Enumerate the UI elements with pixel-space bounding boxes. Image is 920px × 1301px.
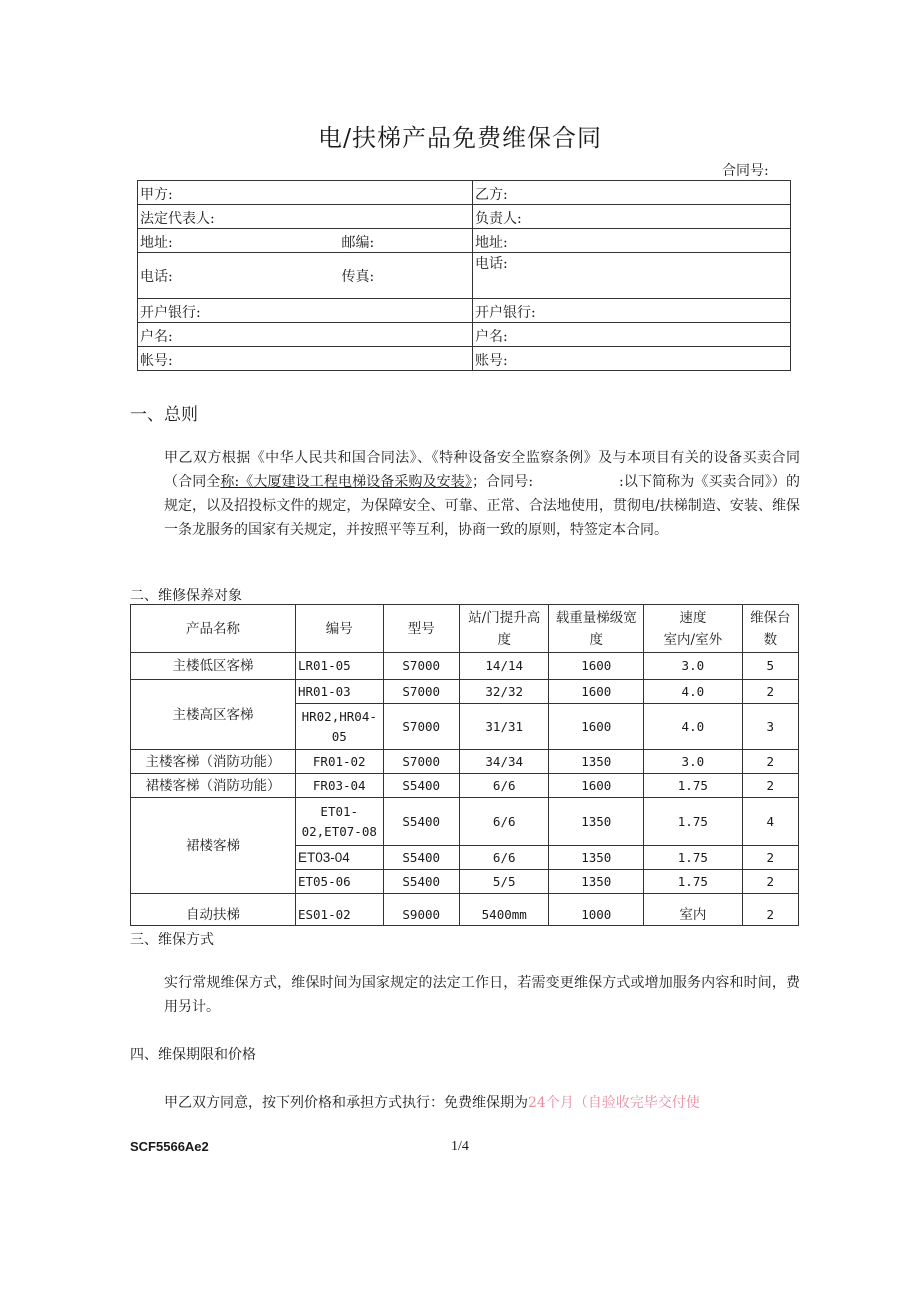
account-name-b-field: 户名: [473,323,791,347]
cell-code: HR02,HR04-05 [295,704,383,750]
header-stops: 站/门提升高度 [459,605,549,653]
page-number: 1/4 [451,1139,469,1154]
section-method-paragraph: 实行常规维保方式，维保时间为国家规定的法定工作日，若需变更维保方式或增加服务内容和时间，费用另计。 [164,975,800,1015]
cell-count: 2 [742,870,798,894]
cell-model: S7000 [383,653,459,680]
cell-model: S9000 [383,894,459,926]
cell-speed: 4.0 [644,680,743,704]
cell-model: S7000 [383,750,459,774]
header-product: 产品名称 [131,605,296,653]
party-a-field: 甲方: [138,181,473,205]
cell-name: 裙楼客梯（消防功能） [131,774,296,798]
section-general-paragraph: 甲乙双方根据《中华人民共和国合同法》、《特种设备安全监察条例》及与本项目有关的设备买卖合同（合同全称:《大厦建设工程电梯设备采购及安装》；合同号: :以下简称为《买卖合同》）的规定，以及招投标文件的规定，为保障安全、可靠、正常、合法地使用，贯彻电/扶梯制造、安装、维保一条龙服务的国家有关规定，并按照平等互利，协商一致的原则，特签定本合同。 [164,450,801,538]
party-row [138,299,791,323]
cell-stops: 14/14 [459,653,549,680]
cell-model: S5400 [383,798,459,846]
cell-code: FR01-02 [295,750,383,774]
legal-rep-field: 法定代表人: [138,205,473,229]
account-no-b-field: 账号: [473,347,791,371]
cell-speed: 1.75 [644,846,743,870]
cell-speed: 4.0 [644,704,743,750]
header-speed: 速度 室内/室外 [644,605,743,653]
cell-count: 2 [742,680,798,704]
fax-label: 传真: [341,268,375,285]
section-term-heading: 四、维保期限和价格 [130,1047,256,1063]
cell-load: 1600 [549,680,644,704]
address-a-field: 地址: 邮编: [138,229,473,253]
party-row [138,205,791,229]
bank-a-field: 开户银行: [138,299,473,323]
cell-code: ET03-04 [295,846,383,870]
cell-name: 裙楼客梯 [131,798,296,894]
party-row [138,229,791,253]
cell-code: ET05-06 [295,870,383,894]
contract-fullname: 称:《大厦建设工程电梯设备采购及安装》 [220,474,472,490]
party-row [138,253,791,299]
header-count: 维保台数 [742,605,798,653]
phone-b-field: 电话: [473,253,791,299]
table-row [131,750,799,774]
cell-stops: 6/6 [459,798,549,846]
cell-model: S5400 [383,774,459,798]
table-row [131,680,799,704]
cell-stops: 5/5 [459,870,549,894]
header-model: 型号 [383,605,459,653]
cell-code: LR01-05 [295,653,383,680]
cell-speed: 3.0 [644,750,743,774]
cell-load: 1600 [549,704,644,750]
cell-stops: 5400mm [459,894,549,926]
party-row [138,323,791,347]
cell-speed: 室内 [644,894,743,926]
cell-speed: 1.75 [644,774,743,798]
table-row [131,774,799,798]
cell-stops: 32/32 [459,680,549,704]
phone-a-field: 电话: 传真: [138,253,473,299]
cell-speed: 3.0 [644,653,743,680]
cell-load: 1350 [549,870,644,894]
account-no-a-field: 帐号: [138,347,473,371]
cell-load: 1600 [549,774,644,798]
elevator-units-table [130,604,799,926]
cell-count: 2 [742,846,798,870]
cell-name: 自动扶梯 [131,894,296,926]
party-b-field: 乙方: [473,181,791,205]
cell-speed: 1.75 [644,798,743,846]
cell-stops: 6/6 [459,846,549,870]
cell-model: S5400 [383,870,459,894]
cell-stops: 6/6 [459,774,549,798]
cell-count: 5 [742,653,798,680]
cell-load: 1350 [549,798,644,846]
header-code: 编号 [295,605,383,653]
cell-name: 主楼低区客梯 [131,653,296,680]
cell-code: HR01-03 [295,680,383,704]
cell-code: ET01-02,ET07-08 [295,798,383,846]
section-general-heading: 一、总则 [130,405,198,425]
account-name-a-field: 户名: [138,323,473,347]
cell-stops: 34/34 [459,750,549,774]
header-load: 载重量梯级宽度 [549,605,644,653]
table-row [131,798,799,846]
cell-count: 3 [742,704,798,750]
cell-count: 4 [742,798,798,846]
cell-name: 主楼客梯（消防功能） [131,750,296,774]
party-row [138,347,791,371]
cell-load: 1350 [549,750,644,774]
cell-load: 1600 [549,653,644,680]
party-row [138,181,791,205]
cell-count: 2 [742,894,798,926]
section-scope-heading: 二、维修保养对象 [130,588,242,604]
document-code: SCF5566Ae2 [130,1139,209,1154]
cell-count: 2 [742,774,798,798]
cell-model: S7000 [383,680,459,704]
bank-b-field: 开户银行: [473,299,791,323]
postcode-label: 邮编: [341,235,375,251]
cell-speed: 1.75 [644,870,743,894]
document-title: 电/扶梯产品免费维保合同 [317,124,603,152]
cell-model: S7000 [383,704,459,750]
cell-count: 2 [742,750,798,774]
address-b-field: 地址: [473,229,791,253]
responsible-person-field: 负责人: [473,205,791,229]
cell-model: S5400 [383,846,459,870]
cell-stops: 31/31 [459,704,549,750]
free-period-highlight: 24个月（自验收完毕交付使 [528,1095,700,1111]
table-header-row [131,605,799,653]
cell-load: 1350 [549,846,644,870]
cell-code: ES01-02 [295,894,383,926]
cell-name: 主楼高区客梯 [131,680,296,750]
table-row [131,653,799,680]
table-row [131,894,799,926]
contract-number-label: 合同号: [722,163,769,179]
section-term-paragraph: 甲乙双方同意，按下列价格和承担方式执行：免费维保期为24个月（自验收完毕交付使 [164,1095,700,1111]
section-method-heading: 三、维保方式 [130,932,214,948]
cell-load: 1000 [549,894,644,926]
cell-code: FR03-04 [295,774,383,798]
parties-table [137,180,791,371]
